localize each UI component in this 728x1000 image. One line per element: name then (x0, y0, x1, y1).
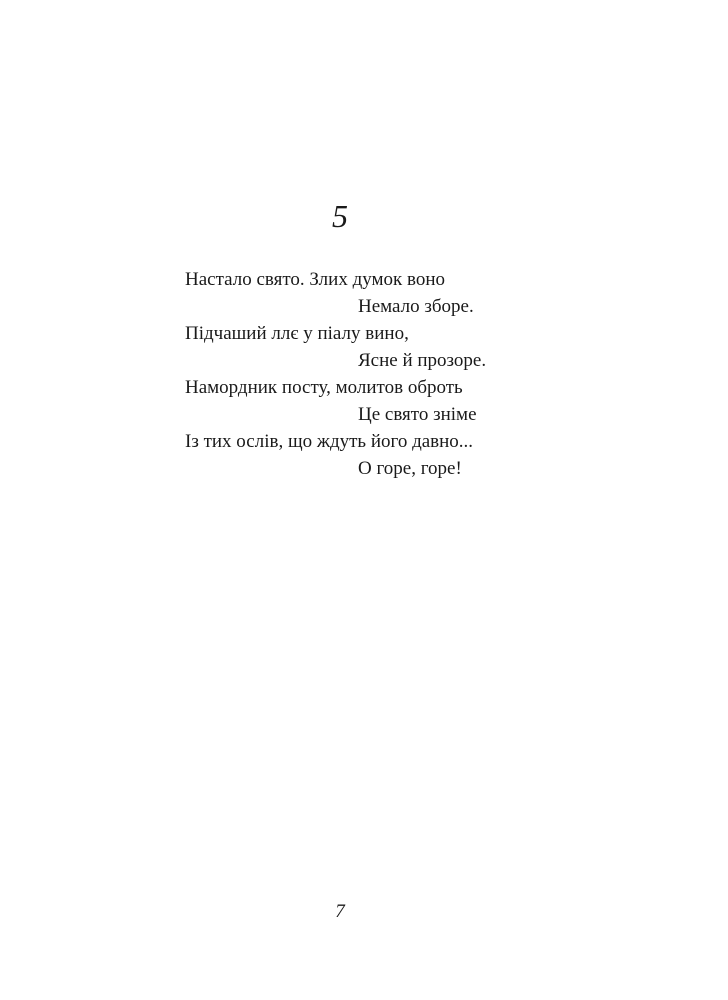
poem-line: Це свято зніме (358, 404, 477, 425)
poem-line: Немало зборе. (358, 296, 474, 317)
poem-line: Настало свято. Злих думок воно (185, 269, 445, 290)
section-number: 5 (332, 198, 348, 234)
poem-line: О горе, горе! (358, 458, 462, 479)
poem-line: Підчаший ллє у піалу вино, (185, 323, 409, 344)
poem-line: Ясне й прозоре. (358, 350, 487, 371)
poem-line: Із тих ослів, що ждуть його давно... (185, 431, 474, 452)
poem (185, 266, 515, 482)
poem-line: Намордник посту, молитов оброть (185, 377, 463, 398)
page-number: 7 (335, 901, 345, 922)
